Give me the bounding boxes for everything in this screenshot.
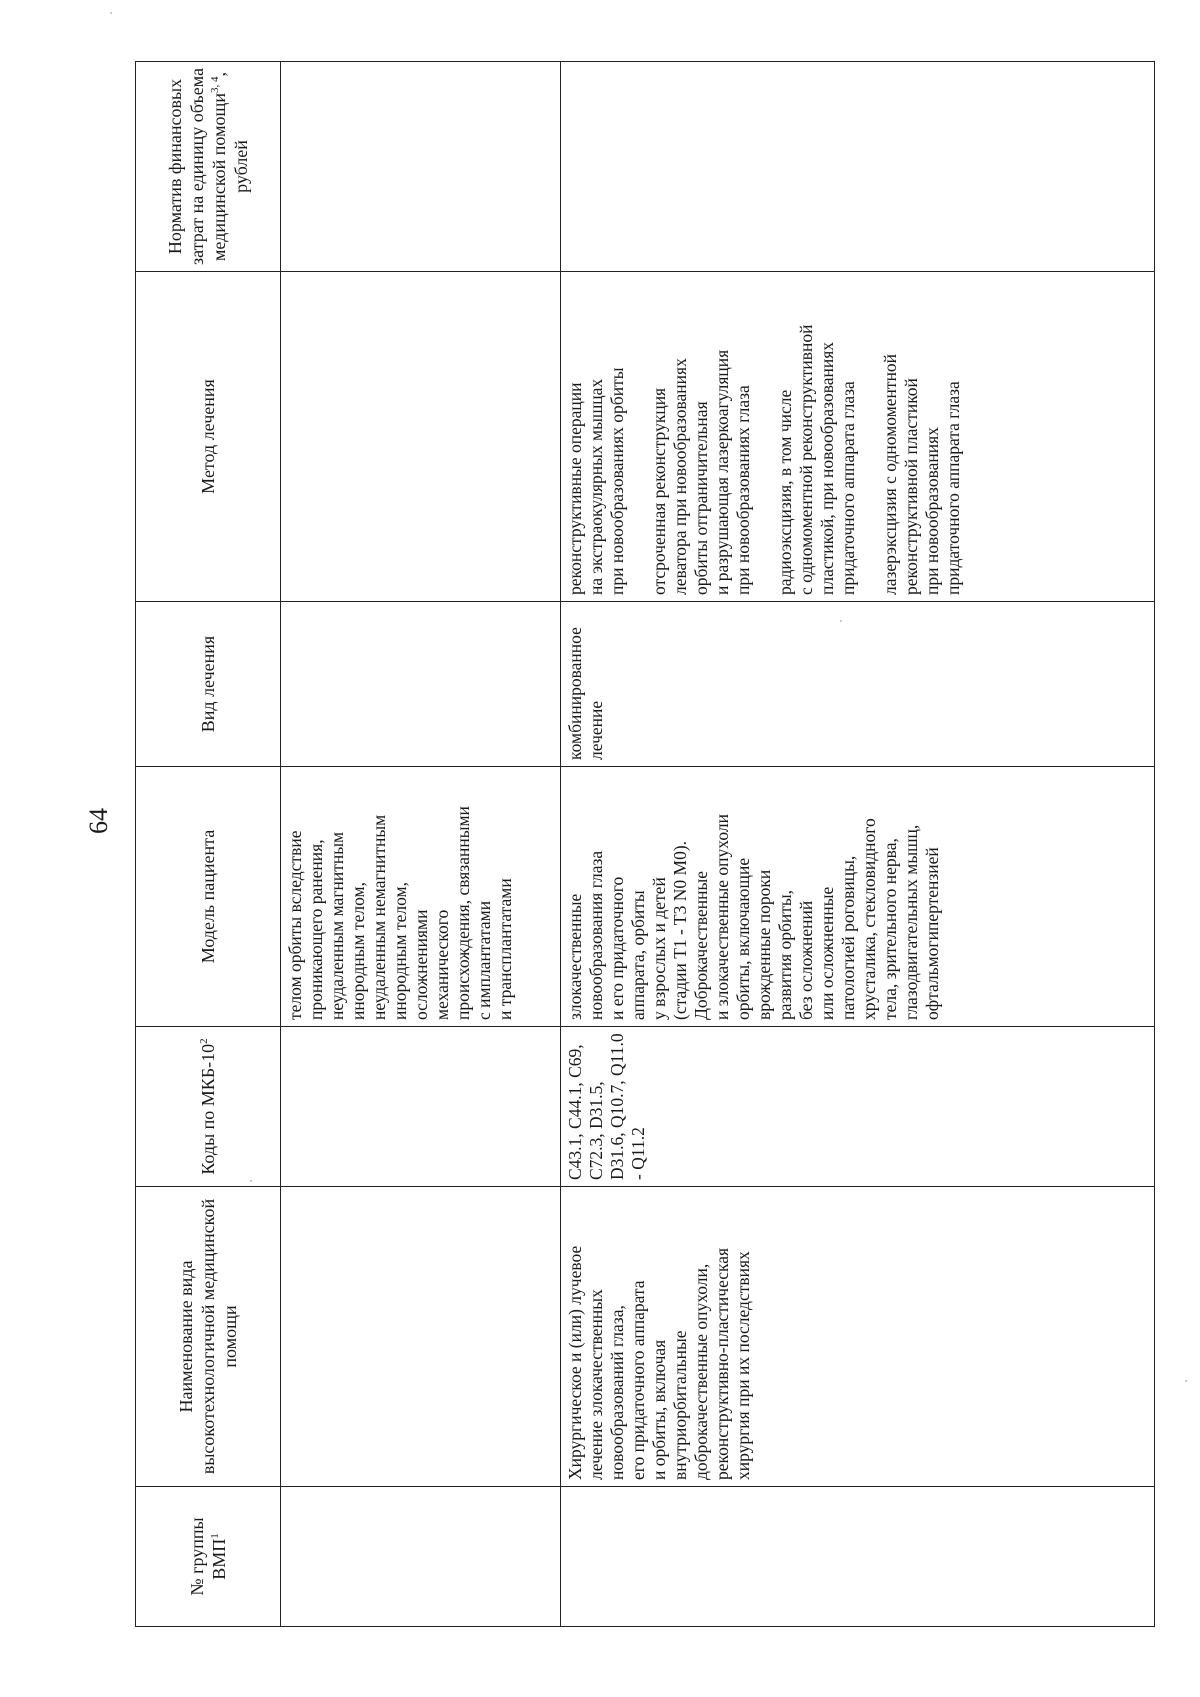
scan-speck [840,620,842,622]
header-codes: Коды по МКБ-$10^2$ [136,1027,281,1187]
cell-patient-model: телом орбиты вследствие проникающего ранения, неудаленным магнитным инородным телом, неудаленным немагнитным инородным телом, осложнениями механического происхождения, связанными с имплантатами и трансплантатами [281,767,561,1027]
page-number: 64 [84,808,113,834]
rotated-table-container [135,62,1155,1627]
scan-speck [250,1180,252,1182]
cell-norm [561,62,1155,272]
cell-name [281,1187,561,1487]
method-item: радиоэксцизия, в том числе с одномоментной реконструктивной пластикой, при новообразованиях придаточного аппарата глаза [775,324,858,595]
cell-method [281,272,561,602]
cell-treatment-type [281,602,561,767]
cell-codes [281,1027,561,1187]
cell-patient-model: злокачественные новообразования глаза и его придаточного аппарата, орбиты у взрослых и детей (стадии T1 - T3 N0 M0). Доброкачественные и злокачественные опухоли орбиты, включающие врожденные пороки развития орбиты, без осложнений или осложненные патологией роговицы, хрусталика, стекловидного тела, зрительного нерва, глазодвигательных мышц, офтальмогипертензией [561,767,1155,1027]
header-norm: Норматив финансовых затрат на единицу объема медицинской помощи$^{3, 4}$, рублей [136,62,281,272]
cell-treatment-type: комбинированное лечение [561,602,1155,767]
cell-group-no [281,1487,561,1627]
cell-group-no [561,1487,1155,1627]
scan-speck [110,12,112,14]
cell-codes: C43.1, C44.1, C69, C72.3, D31.5, D31.6, Q10.7, Q11.0 - Q11.2 [561,1027,1155,1187]
table-header-row [136,62,281,1627]
cell-norm [281,62,561,272]
cell-name: Хирургическое и (или) лучевое лечение злокачественных новообразований глаза, его придаточного аппарата и орбиты, включая внутриорбитальные доброкачественные опухоли, реконструктивно-пластическая хирургия при их последствиях [561,1187,1155,1487]
method-item: отсроченная реконструкция леватора при новообразованиях орбиты отграничительная и разрушающая лазеркоагуляция при новообразованиях глаза [649,349,753,595]
table-row [281,62,561,1627]
scan-speck [1185,1380,1187,1382]
header-patient-model: Модель пациента [136,767,281,1027]
method-item: лазерэксцизия с одномоментной реконструктивной пластикой при новообразованиях придаточного аппарата глаза [880,353,963,595]
method-item: реконструктивные операции на экстраокулярных мышцах при новообразованиях орбиты [565,367,627,595]
header-name: Наименование вида высокотехнологичной медицинской помощи [136,1187,281,1487]
table-row [561,62,1155,1627]
header-method: Метод лечения [136,272,281,602]
vmp-table [135,61,1155,1627]
header-treatment-type: Вид лечения [136,602,281,767]
cell-method [561,272,1155,602]
header-group-no: № группы ВМП$^1$ [136,1487,281,1627]
